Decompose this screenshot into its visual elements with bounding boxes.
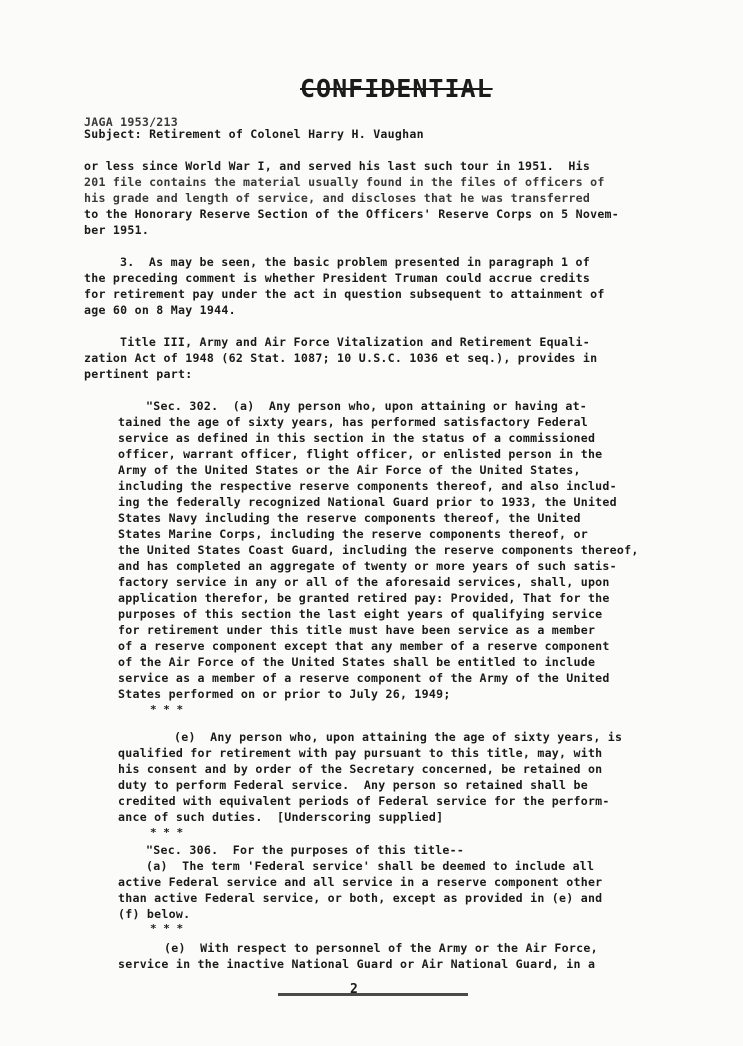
text-line: than active Federal service, or both, except as provided in (e) and — [118, 891, 603, 905]
text-line: application therefor, be granted retired pay: Provided, That for the — [118, 591, 610, 605]
text-line: pertinent part: — [84, 367, 193, 381]
page-number: 2 — [350, 982, 358, 997]
text-line: Title III, Army and Air Force Vitalization and Retirement Equali- — [120, 335, 590, 349]
text-line: States performed on or prior to July 26, 1949; — [118, 687, 451, 701]
text-line: and has completed an aggregate of twenty or more years of such satis- — [118, 559, 617, 573]
text-line: his grade and length of service, and discloses that he was transferred — [84, 191, 591, 205]
text-line: service as defined in this section in the status of a commissioned — [118, 431, 596, 445]
confidential-stamp: CONFIDENTIAL — [300, 74, 493, 103]
text-line: to the Honorary Reserve Section of the Officers' Reserve Corps on 5 Novem- — [84, 207, 620, 221]
text-line: factory service in any or all of the aforesaid services, shall, upon — [118, 575, 610, 589]
text-line: officer, warrant officer, flight officer, or enlisted person in the — [118, 447, 603, 461]
text-line: his consent and by order of the Secretary concerned, be retained on — [118, 762, 603, 776]
text-line: (e) Any person who, upon attaining the age of sixty years, is — [174, 730, 623, 744]
text-line: the United States Coast Guard, including the reserve components thereof, — [118, 543, 639, 557]
text-line: service as a member of a reserve component of the Army of the United — [118, 671, 610, 685]
text-line: (f) below. — [118, 907, 191, 921]
text-line: 3. As may be seen, the basic problem presented in paragraph 1 of — [120, 255, 590, 269]
subject-line: Subject: Retirement of Colonel Harry H. Vaughan — [84, 127, 424, 141]
text-line: age 60 on 8 May 1944. — [84, 303, 236, 317]
text-line: ber 1951. — [84, 223, 150, 237]
text-line: duty to perform Federal service. Any person so retained shall be — [118, 778, 588, 792]
text-line: 201 file contains the material usually found in the files of officers of — [84, 175, 605, 189]
page-footer-rule — [278, 993, 468, 996]
text-line: of the Air Force of the United States shall be entitled to include — [118, 655, 596, 669]
text-line: ance of such duties. [Underscoring supplied] — [118, 810, 444, 824]
text-line: active Federal service and all service in a reserve component other — [118, 875, 603, 889]
text-line: the preceding comment is whether President Truman could accrue credits — [84, 271, 591, 285]
reference-number: JAGA 1953/213 — [84, 115, 178, 129]
text-line: service in the inactive National Guard or Air National Guard, in a — [118, 957, 596, 971]
text-line: of a reserve component except that any member of a reserve component — [118, 639, 610, 653]
text-line: "Sec. 302. (a) Any person who, upon attaining or having at- — [146, 399, 588, 413]
text-line: credited with equivalent periods of Federal service for the perform- — [118, 794, 610, 808]
text-line: for retirement pay under the act in question subsequent to attainment of — [84, 287, 605, 301]
text-line: including the respective reserve components thereof, and also includ- — [118, 479, 617, 493]
text-line: or less since World War I, and served his last such tour in 1951. His — [84, 159, 591, 173]
ellipsis: * * * — [150, 703, 184, 716]
text-line: zation Act of 1948 (62 Stat. 1087; 10 U.S.C. 1036 et seq.), provides in — [84, 351, 598, 365]
text-line: Army of the United States or the Air Force of the United States, — [118, 463, 581, 477]
text-line: qualified for retirement with pay pursuant to this title, may, with — [118, 746, 603, 760]
text-line: States Navy including the reserve components thereof, the United — [118, 511, 581, 525]
ellipsis: * * * — [150, 826, 184, 839]
text-line: "Sec. 306. For the purposes of this title-- — [146, 843, 465, 857]
text-line: for retirement under this title must have been service as a member — [118, 623, 596, 637]
text-line: States Marine Corps, including the reserve components thereof, or — [118, 527, 588, 541]
text-line: tained the age of sixty years, has performed satisfactory Federal — [118, 415, 588, 429]
text-line: ing the federally recognized National Guard prior to 1933, the United — [118, 495, 617, 509]
ellipsis: * * * — [150, 922, 184, 935]
text-line: (a) The term 'Federal service' shall be deemed to include all — [146, 859, 595, 873]
text-line: purposes of this section the last eight years of qualifying service — [118, 607, 603, 621]
text-line: (e) With respect to personnel of the Army or the Air Force, — [164, 941, 598, 955]
